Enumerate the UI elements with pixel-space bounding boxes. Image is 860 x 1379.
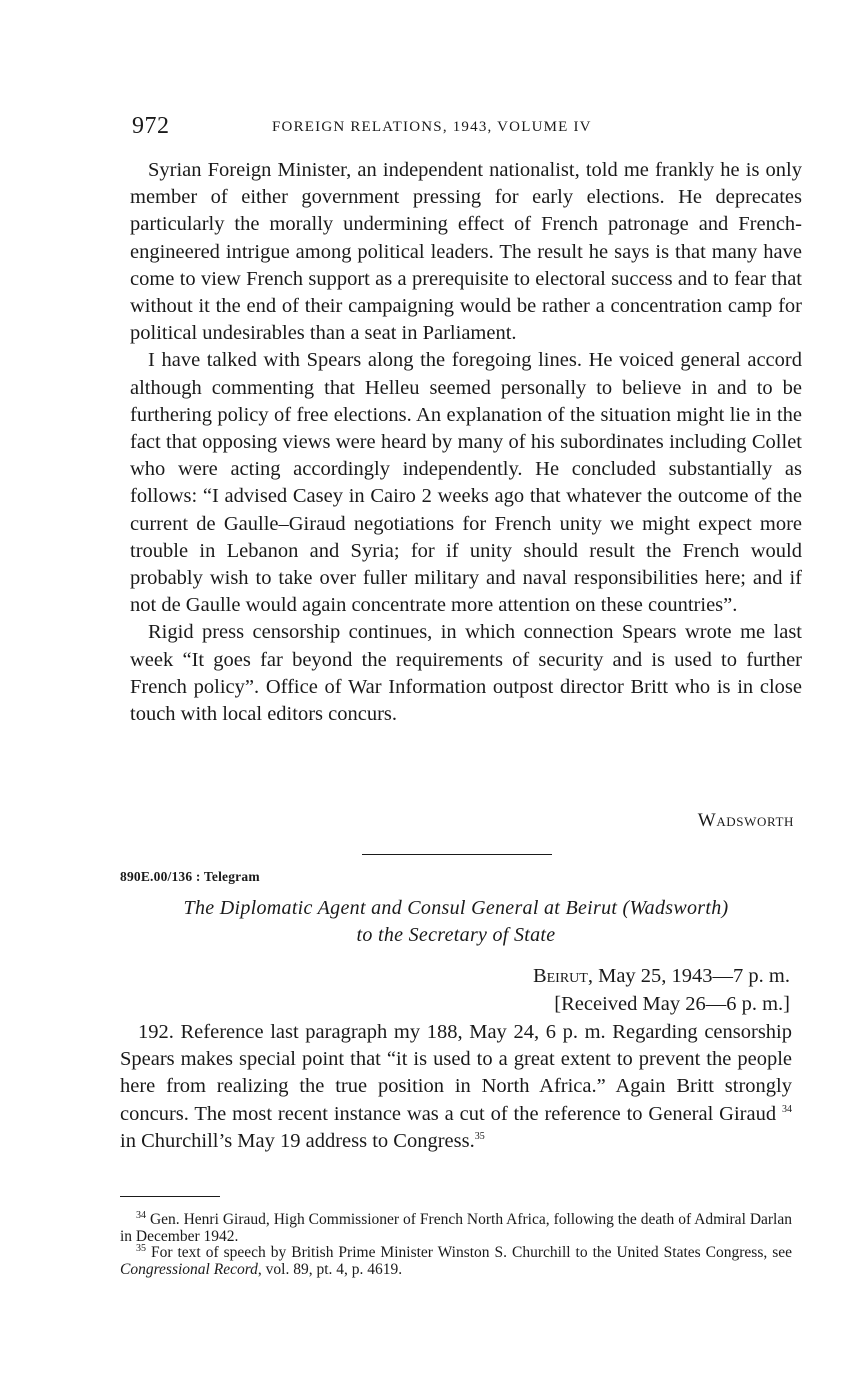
paragraph-censorship: Rigid press censorship continues, in which connection Spears wrote me last week “It goes far beyond the requirements of security and is used to further French policy”. Office of War Information outpost director Britt who is in close touch with local editors concurs.	[130, 621, 802, 726]
dateline-sent	[533, 962, 790, 990]
signature-wadsworth: Wadsworth	[697, 810, 794, 831]
document-title	[120, 895, 792, 949]
footnote-marker-35: 35	[136, 1242, 146, 1254]
footnote-35-citation: , vol. 89, pt. 4, p. 4619.	[257, 1260, 403, 1278]
document-title-line-2: to the Secretary of State	[356, 924, 556, 946]
header-title: FOREIGN RELATIONS, 1943, VOLUME IV	[272, 119, 592, 135]
footnote-ref-35: 35	[474, 1130, 485, 1142]
footnote-35	[120, 1242, 792, 1278]
footnote-35-publication: Congressional Record	[120, 1260, 258, 1278]
paragraph-192-text-end: in Churchill’s May 19 address to Congress.	[120, 1129, 475, 1152]
footnote-marker-34: 34	[136, 1209, 146, 1221]
footnote-ref-34: 34	[782, 1103, 792, 1115]
footnote-34	[120, 1209, 792, 1245]
dateline	[533, 962, 790, 1018]
footnote-34-text: Gen. Henri Giraud, High Commissioner of French North Africa, following the death of Admiral Darlan in December 1942.	[120, 1211, 792, 1245]
footnotes	[120, 1209, 792, 1278]
paragraph-192	[120, 1019, 792, 1155]
paragraph-spears-talk: I have talked with Spears along the foregoing lines. He voiced general accord although commenting that Helleu seemed personally to believe in and to be furthering policy of free elections. An explanation of the situation might lie in the fact that opposing views were heard by many of his subordinates including Collet who were acting accordingly independently. He concluded substantially as follows: “I advised Casey in Cairo 2 weeks ago that whatever the outcome of the current de Gaulle–Giraud negotiations for French unity we might expect more trouble in Lebanon and Syria; for if unity should result the French would probably wish to take over fuller military and naval responsibilities here; and if not de Gaulle would again concentrate more attention on these countries”.	[130, 349, 802, 617]
page-number: 972	[132, 113, 170, 139]
footnote-rule	[120, 1196, 220, 1197]
dateline-place: Beirut	[532, 965, 588, 987]
dateline-received: [Received May 26—6 p. m.]	[554, 993, 790, 1015]
dateline-date: , May 25, 1943—7 p. m.	[587, 965, 790, 987]
section-divider	[362, 854, 552, 855]
telegram-192-body	[120, 1019, 792, 1155]
file-reference: 890E.00/136 : Telegram	[120, 869, 260, 884]
footnote-35-text: For text of speech by British Prime Minister Winston S. Churchill to the United States Congress, see	[150, 1244, 792, 1261]
paragraph-192-text: 192. Reference last paragraph my 188, May 24, 6 p. m. Regarding censorship Spears makes special point that “it is used to a great extent to prevent the people here from realizing the true position in North Africa.” Again Britt strongly concurs. The most recent instance was a cut of the reference to General Giraud	[120, 1021, 792, 1125]
running-header	[132, 113, 802, 143]
paragraph-syrian-minister: Syrian Foreign Minister, an independent nationalist, told me frankly he is only member of either government pressing for early elections. He deprecates particularly the morally undermining effect of French patronage and French-engineered intrigue among political leaders. The result he says is that many have come to view French support as a prerequisite to electoral success and to fear that without it the end of their campaigning would be rather a concentration camp for political undesirables than a seat in Parliament.	[130, 159, 802, 345]
document-title-line-1: The Diplomatic Agent and Consul General at Beirut (Wadsworth)	[183, 897, 729, 919]
telegram-body-continued	[130, 157, 802, 728]
